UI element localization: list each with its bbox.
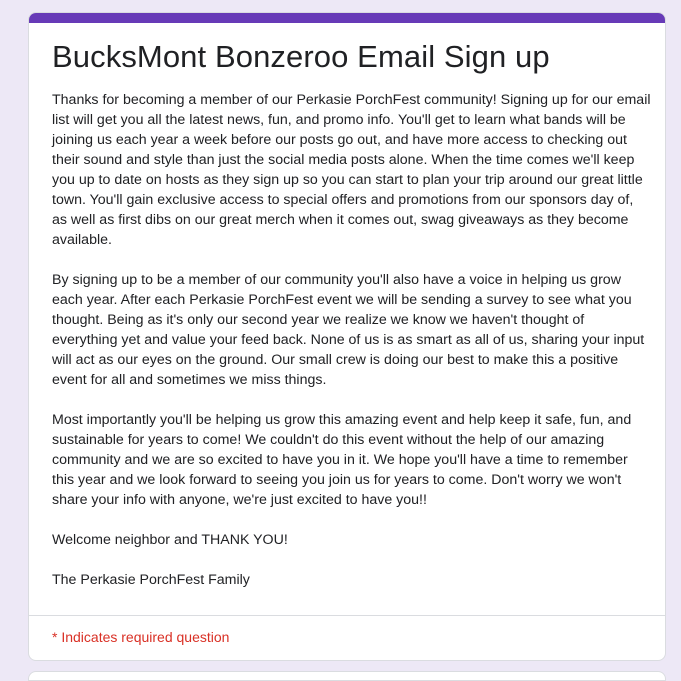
- next-question-card-edge: [28, 671, 666, 681]
- form-header-content: [52, 37, 652, 610]
- header-divider: [29, 615, 665, 616]
- theme-accent-bar: [29, 13, 665, 23]
- form-description-paragraph: Welcome neighbor and THANK YOU!: [52, 532, 288, 548]
- form-description-paragraph: By signing up to be a member of our community you'll also have a voice in helping us grow each year. After each Perkasie PorchFest event we will be sending a survey to see what you thought. Being as it's only our second year we realize we know we haven't thought of everything yet and value your feed back. None of us is as smart as all of us, sharing your input will act as our eyes on the ground. Our small crew is doing our best to make this a positive event for all and sometimes we miss things.: [52, 272, 645, 388]
- form-description-signoff: The Perkasie PorchFest Family: [52, 572, 250, 588]
- form-description-paragraph: Most importantly you'll be helping us grow this amazing event and help keep it safe, fun, and sustainable for years to come! We couldn't do this event without the help of our amazing community and we are so excited to have you in it. We hope you'll have a time to remember this year and we look forward to seeing you join us for years to come. Don't worry we won't share your info with anyone, we're just excited to have you!!: [52, 412, 632, 508]
- form-header-card: [28, 12, 666, 661]
- form-description-paragraph: Thanks for becoming a member of our Perkasie PorchFest community! Signing up for our email list will get you all the latest news, fun, and promo info. You'll get to learn what bands will be joining us each year a week before our posts go out, and have more access to checking out their sound and style than just the social media posts alone. When the time comes we'll keep you up to date on hosts as they sign up so you can start to plan your trip around our great little town. You'll gain exclusive access to special offers and promotions from our sponsors day of, as well as first dibs on our great merch when it comes out, swag giveaways as they become available.: [52, 92, 651, 248]
- required-question-note: * Indicates required question: [52, 629, 230, 645]
- form-title: BucksMont Bonzeroo Email Sign up: [52, 39, 550, 74]
